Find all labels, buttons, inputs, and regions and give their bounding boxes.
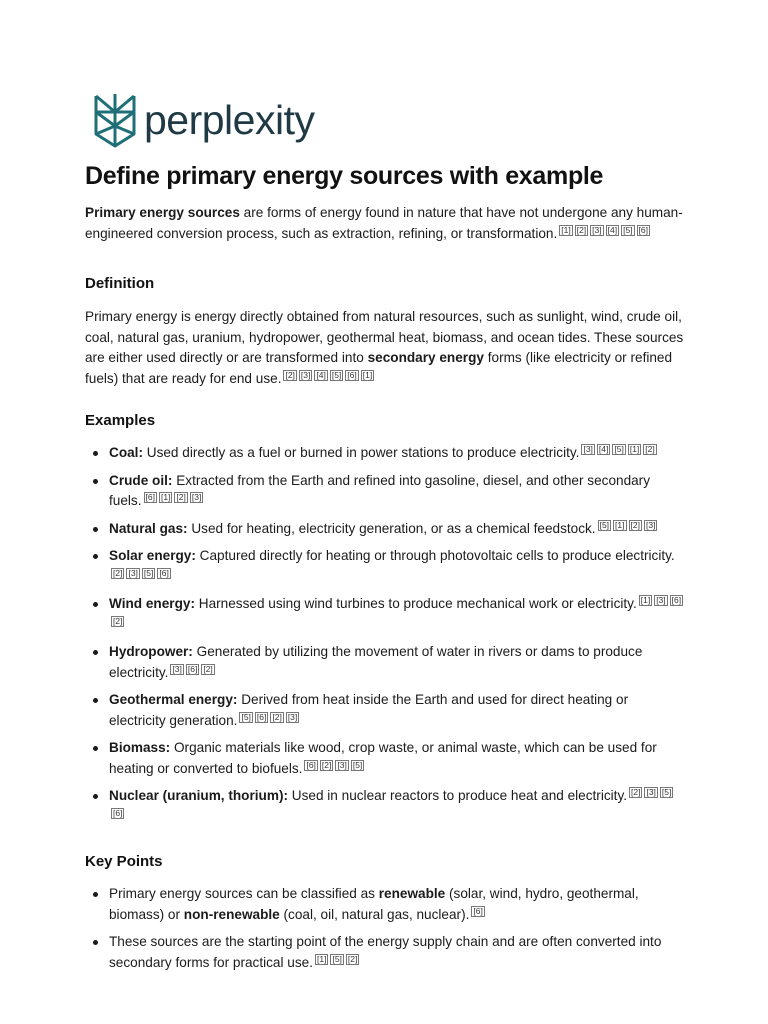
definition-heading: Definition bbox=[85, 275, 155, 292]
example-item-geothermal bbox=[85, 690, 685, 731]
citation-link[interactable]: [4] bbox=[607, 224, 618, 235]
page-title: Define primary energy sources with example bbox=[85, 162, 604, 190]
definition-text-before: Primary energy is energy directly obtained from natural resources, such as sunlight, wind, crude oil, coal, natural gas, uranium, hydropower, geothermal heat, biomass, and ocean tides. These sources are either used directly or are transformed into bbox=[85, 309, 684, 365]
citation-link[interactable]: [3] bbox=[128, 567, 138, 578]
key-point-item bbox=[85, 932, 685, 973]
citation-link[interactable]: [3] bbox=[337, 759, 347, 770]
example-item-biomass bbox=[85, 738, 685, 779]
citation-link[interactable]: [3] bbox=[656, 595, 666, 605]
example-label: Natural gas: bbox=[109, 520, 188, 536]
key-point-item bbox=[85, 884, 685, 925]
citation-group bbox=[142, 492, 204, 502]
citation-link[interactable]: [6] bbox=[159, 567, 169, 578]
citation-link[interactable]: [4] bbox=[316, 369, 326, 380]
citation-link[interactable]: [5] bbox=[331, 369, 342, 380]
key-point-text bbox=[109, 886, 639, 922]
citation-link[interactable]: [2] bbox=[576, 224, 587, 235]
example-item-nuclear bbox=[85, 786, 685, 827]
example-text: Generated by utilizing the movement of water in rivers or dams to produce electricity. bbox=[109, 644, 643, 680]
citation-group bbox=[469, 906, 484, 916]
citation-link[interactable]: [3] bbox=[287, 711, 298, 722]
definition-paragraph bbox=[85, 307, 685, 389]
citation-link[interactable]: [6] bbox=[638, 224, 648, 235]
citation-link[interactable]: [6] bbox=[671, 595, 682, 605]
intro-lead: Primary energy sources bbox=[85, 205, 240, 220]
citation-link[interactable]: [2] bbox=[285, 369, 295, 380]
text-run: Primary energy sources can be classified as bbox=[109, 886, 379, 901]
example-text: Extracted from the Earth and refined into gasoline, diesel, and other secondary fuels. bbox=[109, 472, 651, 508]
citation-link[interactable]: [5] bbox=[599, 519, 610, 530]
citation-link[interactable]: [5] bbox=[241, 711, 251, 722]
example-label: Coal: bbox=[109, 445, 143, 460]
citation-group bbox=[109, 568, 171, 578]
example-item-natural-gas bbox=[85, 519, 685, 540]
citation-link[interactable]: [5] bbox=[661, 787, 672, 797]
citation-group bbox=[281, 370, 374, 380]
citation-link[interactable]: [6] bbox=[473, 905, 483, 916]
example-text: Used for heating, electricity generation, or as a chemical feedstock. bbox=[187, 520, 596, 536]
definition-bold: secondary energy bbox=[367, 350, 484, 365]
key-point-text bbox=[109, 934, 661, 970]
citation-link[interactable]: [3] bbox=[645, 519, 656, 530]
citation-link[interactable]: [3] bbox=[583, 444, 593, 454]
citation-link[interactable]: [5] bbox=[352, 759, 363, 770]
text-run: (solar, wind, hydro, geothermal, biomass) or bbox=[109, 886, 639, 922]
citation-link[interactable]: [2] bbox=[176, 492, 186, 502]
citation-link[interactable]: [1] bbox=[561, 224, 571, 235]
citation-link[interactable]: [3] bbox=[646, 787, 656, 797]
example-item-solar bbox=[85, 546, 685, 587]
citation-link[interactable]: [2] bbox=[321, 759, 332, 770]
perplexity-logo-icon bbox=[92, 92, 138, 148]
citation-link[interactable]: [1] bbox=[629, 444, 640, 454]
example-text: Harnessed using wind turbines to produce mechanical work or electricity. bbox=[194, 596, 637, 611]
citation-group bbox=[557, 225, 650, 235]
example-item-hydropower bbox=[85, 642, 685, 683]
citation-link[interactable]: [2] bbox=[347, 953, 358, 964]
citation-group bbox=[237, 712, 299, 722]
citation-group bbox=[579, 444, 656, 454]
citation-link[interactable]: [6] bbox=[256, 711, 267, 722]
example-text: Captured directly for heating or through photovoltaic cells to produce electricity. bbox=[195, 548, 675, 563]
citation-link[interactable]: [4] bbox=[598, 444, 609, 454]
citation-link[interactable]: [2] bbox=[113, 567, 123, 578]
perplexity-logo[interactable] bbox=[92, 92, 314, 148]
citation-link[interactable]: [1] bbox=[640, 595, 651, 605]
citation-link[interactable]: [2] bbox=[272, 711, 282, 722]
example-label: Wind energy: bbox=[109, 596, 195, 611]
citation-link[interactable]: [3] bbox=[172, 663, 182, 674]
text-run: (coal, oil, natural gas, nuclear). bbox=[279, 906, 470, 922]
answer-content bbox=[85, 203, 685, 980]
example-label: Geothermal energy: bbox=[109, 692, 238, 707]
key-points-list bbox=[85, 884, 685, 973]
bold-text: renewable bbox=[378, 886, 446, 901]
intro-paragraph bbox=[85, 203, 685, 244]
citation-group bbox=[313, 954, 359, 964]
example-item-wind bbox=[85, 594, 685, 635]
citation-link[interactable]: [2] bbox=[631, 787, 641, 797]
citation-link[interactable]: [5] bbox=[143, 567, 154, 578]
example-label: Nuclear (uranium, thorium): bbox=[109, 788, 288, 803]
citation-link[interactable]: [6] bbox=[187, 663, 198, 674]
citation-link[interactable]: [6] bbox=[306, 759, 316, 770]
definition-text-after: forms (like electricity or refined fuels) that are ready for end use. bbox=[85, 350, 673, 386]
citation-link[interactable]: [5] bbox=[332, 953, 342, 964]
example-label: Crude oil: bbox=[109, 472, 173, 488]
example-label: Solar energy: bbox=[109, 548, 196, 563]
citation-group bbox=[302, 760, 364, 770]
examples-heading: Examples bbox=[85, 412, 156, 429]
example-text: Organic materials like wood, crop waste, or animal waste, which can be used for heating or converted to biofuels. bbox=[109, 740, 657, 776]
example-text: Used in nuclear reactors to produce heat and electricity. bbox=[288, 788, 628, 803]
text-run: These sources are the starting point of the energy supply chain and are often converted into secondary forms for practical use. bbox=[109, 934, 662, 970]
citation-link[interactable]: [2] bbox=[113, 615, 123, 626]
bold-text: non-renewable bbox=[183, 906, 280, 922]
citation-link[interactable]: [6] bbox=[145, 492, 155, 502]
citation-link[interactable]: [2] bbox=[203, 663, 213, 674]
intro-text: are forms of energy found in nature that have not undergone any human-engineered conversion process, such as extraction, refining, or transformation. bbox=[85, 205, 683, 241]
key-points-heading: Key Points bbox=[85, 853, 163, 870]
example-text: Derived from heat inside the Earth and used for direct heating or electricity generation. bbox=[109, 692, 629, 728]
citation-link[interactable]: [3] bbox=[191, 492, 202, 502]
citation-link[interactable]: [1] bbox=[160, 492, 171, 502]
citation-link[interactable]: [3] bbox=[300, 369, 311, 380]
citation-link[interactable]: [1] bbox=[317, 953, 327, 964]
perplexity-wordmark: perplexity bbox=[144, 96, 315, 143]
citation-link[interactable]: [2] bbox=[630, 519, 640, 530]
citation-group bbox=[168, 664, 214, 674]
example-text: Used directly as a fuel or burned in power stations to produce electricity. bbox=[142, 445, 580, 460]
citation-link[interactable]: [3] bbox=[592, 224, 602, 235]
citation-link[interactable]: [2] bbox=[645, 444, 655, 454]
example-label: Biomass: bbox=[109, 740, 171, 755]
example-label: Hydropower: bbox=[109, 644, 193, 659]
examples-list bbox=[85, 443, 685, 827]
example-item-crude-oil bbox=[85, 471, 685, 512]
citation-link[interactable]: [1] bbox=[615, 519, 625, 530]
citation-link[interactable]: [5] bbox=[614, 444, 624, 454]
citation-link[interactable]: [5] bbox=[623, 224, 633, 235]
citation-link[interactable]: [6] bbox=[113, 807, 123, 818]
citation-group bbox=[596, 520, 658, 530]
citation-link[interactable]: [1] bbox=[362, 369, 373, 380]
example-item-coal bbox=[85, 443, 685, 464]
citation-link[interactable]: [6] bbox=[347, 369, 357, 380]
